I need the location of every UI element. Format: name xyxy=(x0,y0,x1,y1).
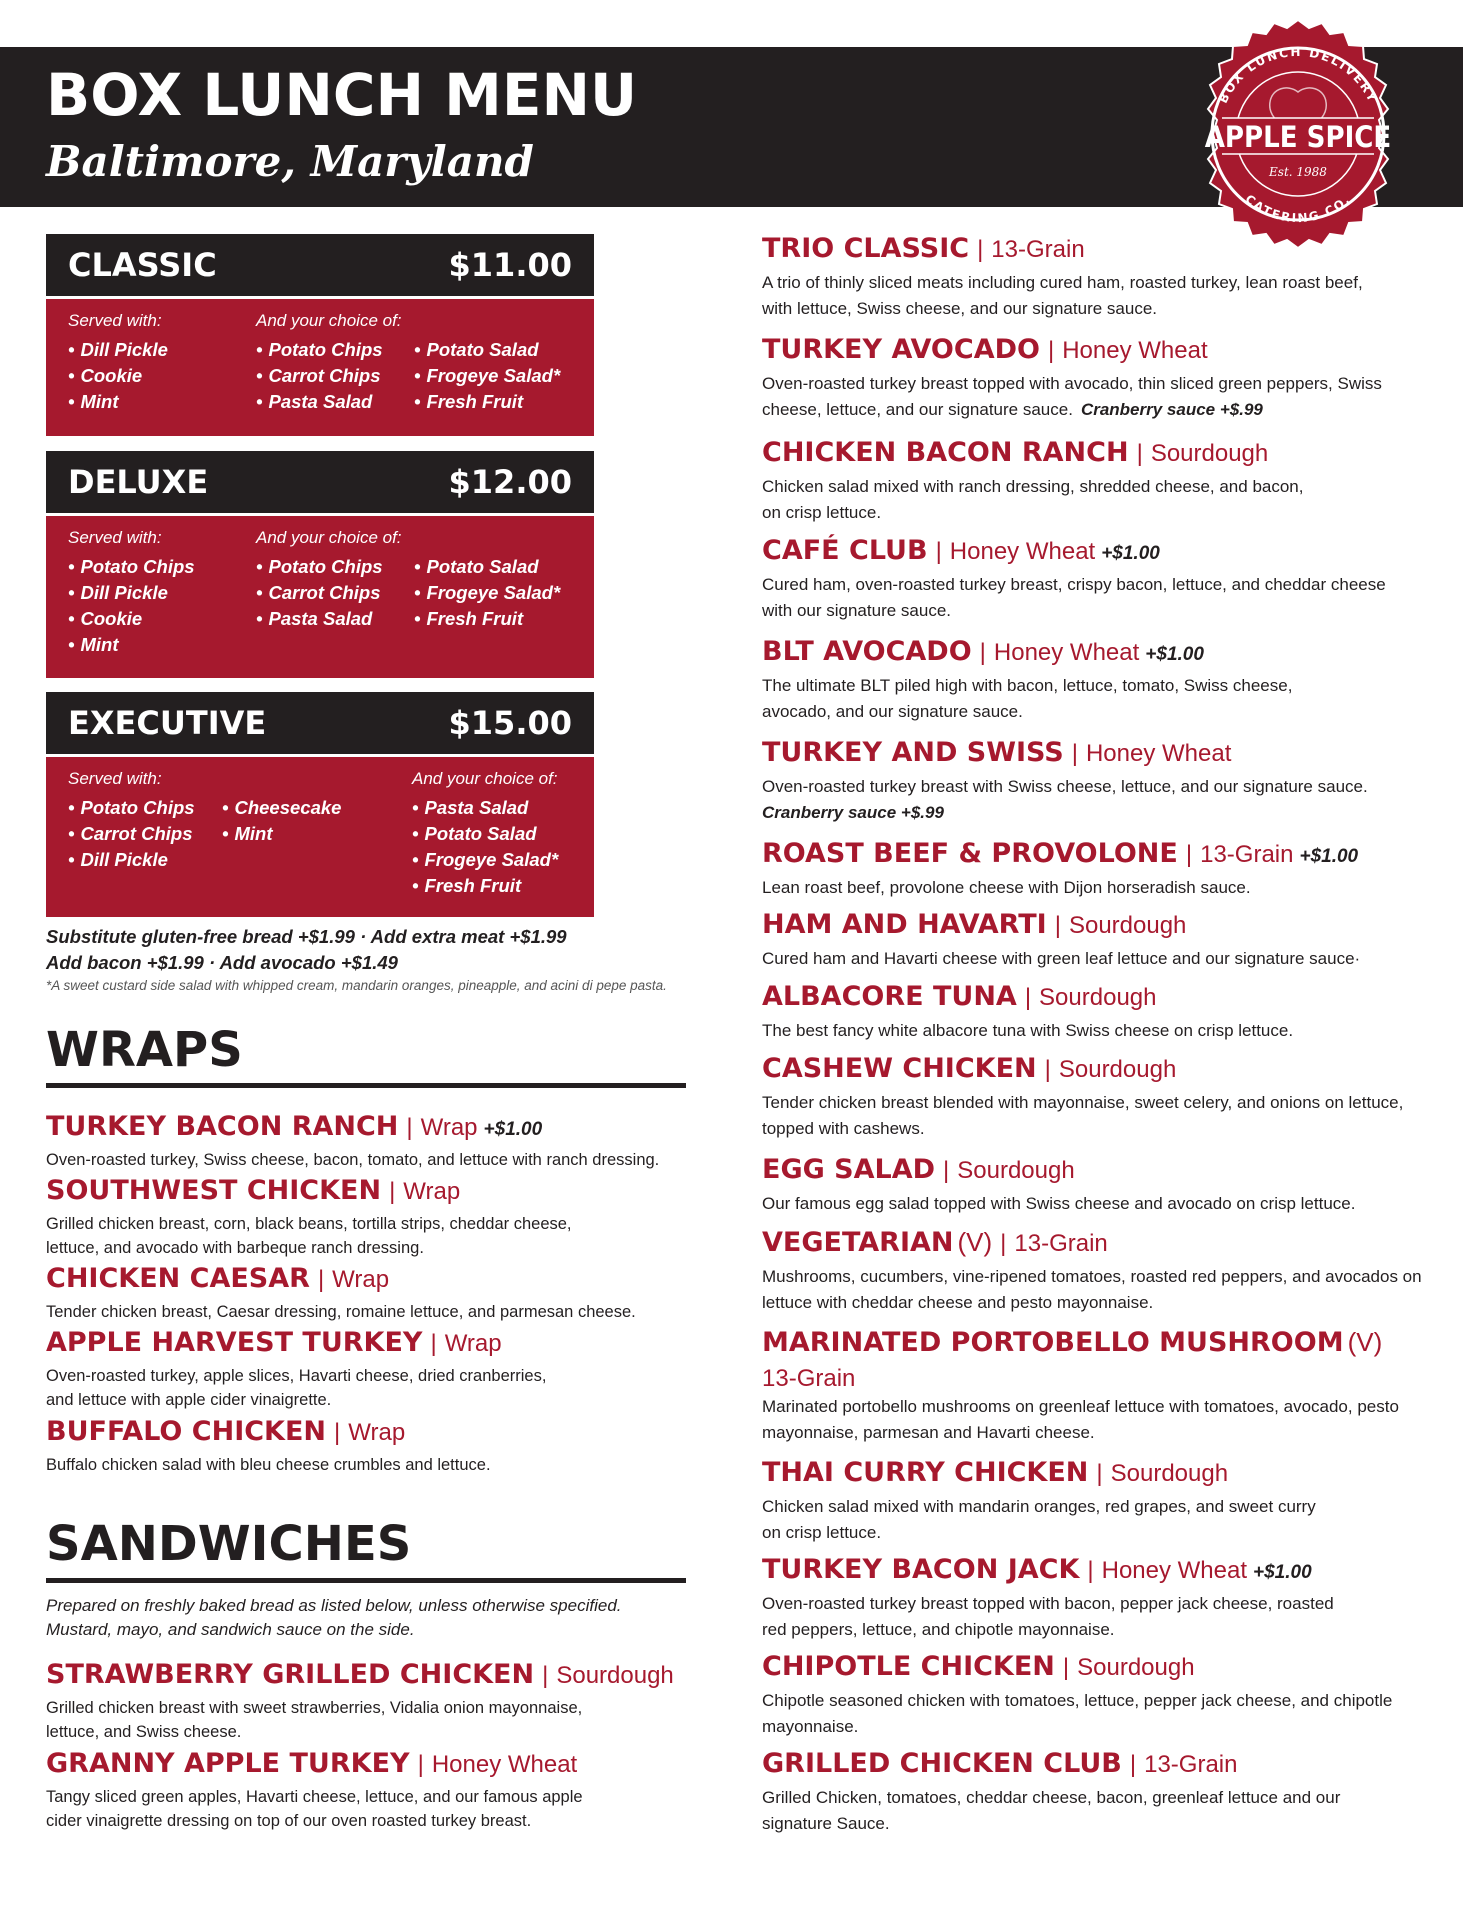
upcharge-line: Add bacon +$1.99 · Add avocado +$1.49 xyxy=(46,952,398,973)
package-price: $15.00 xyxy=(448,704,572,742)
item-description: Oven-roasted turkey, apple slices, Havarti cheese, dried cranberries, xyxy=(46,1367,547,1385)
item-description: Grilled Chicken, tomatoes, cheddar cheese, bacon, greenleaf lettuce and our xyxy=(762,1788,1341,1807)
item-bread: 13-Grain xyxy=(762,1365,856,1392)
item-description: Cured ham and Havarti cheese with green leaf lettuce and our signature sauce· xyxy=(762,949,1361,968)
list-item: • Dill Pickle xyxy=(68,337,168,363)
list-item: • Carrot Chips xyxy=(256,580,383,606)
item-description: lettuce, and avocado with barbeque ranch dressing. xyxy=(46,1239,424,1257)
page-title: BOX LUNCH MENU xyxy=(46,61,638,129)
item-name: TRIO CLASSIC xyxy=(762,233,970,264)
item-name: BLT AVOCADO xyxy=(762,636,972,667)
list-item: • Potato Chips xyxy=(256,554,383,580)
item-upcharge: +$1.00 xyxy=(1145,644,1204,665)
item-bread: Honey Wheat xyxy=(1062,337,1208,364)
menu-item: APPLE HARVEST TURKEY | Wrap Oven-roasted turkey, apple slices, Havarti cheese, dried cranberries, and lettuce with apple cider vinaigrette. xyxy=(46,1326,546,1412)
list-item: • Dill Pickle xyxy=(68,580,195,606)
item-description: Marinated portobello mushrooms on greenleaf lettuce with tomatoes, avocado, pesto xyxy=(762,1397,1399,1416)
package-classic xyxy=(46,234,594,436)
choice-list xyxy=(256,554,383,632)
page-subtitle: Baltimore, Maryland xyxy=(46,137,534,186)
item-bread: Honey Wheat xyxy=(993,639,1140,666)
item-description: mayonnaise. xyxy=(762,1717,859,1736)
package-name: EXECUTIVE xyxy=(68,704,267,742)
note-line: Mustard, mayo, and sandwich sauce on the side. xyxy=(46,1620,415,1639)
item-description: Lean roast beef, provolone cheese with Dijon horseradish sauce. xyxy=(762,878,1251,897)
served-list xyxy=(68,337,168,415)
item-description: mayonnaise, parmesan and Havarti cheese. xyxy=(762,1423,1095,1442)
item-name: MARINATED PORTOBELLO MUSHROOM xyxy=(762,1327,1344,1358)
item-description: Mushrooms, cucumbers, vine-ripened tomatoes, roasted red peppers, and avocados on xyxy=(762,1267,1422,1286)
item-name: ROAST BEEF & PROVOLONE xyxy=(762,838,1178,869)
menu-item: CASHEW CHICKEN | Sourdough Tender chicken breast blended with mayonnaise, sweet celery, and onions on lettuce, topped with cashews. xyxy=(762,1052,1403,1142)
item-description: Chicken salad mixed with ranch dressing, shredded cheese, and bacon, xyxy=(762,477,1304,496)
item-description: Grilled chicken breast, corn, black beans, tortilla strips, cheddar cheese, xyxy=(46,1215,572,1233)
item-upcharge: +$1.00 xyxy=(1253,1562,1312,1583)
menu-item: BUFFALO CHICKEN | Wrap Buffalo chicken salad with bleu cheese crumbles and lettuce. xyxy=(46,1415,491,1477)
item-description: Buffalo chicken salad with bleu cheese crumbles and lettuce. xyxy=(46,1456,491,1474)
item-name: TURKEY AVOCADO xyxy=(762,334,1040,365)
item-bread: Honey Wheat xyxy=(1085,740,1232,767)
list-item: • Mint xyxy=(68,389,168,415)
item-name: CHICKEN BACON RANCH xyxy=(762,437,1129,468)
choice-label: And your choice of: xyxy=(256,528,402,547)
item-bread: 13-Grain xyxy=(1144,1751,1238,1778)
item-bread: 13-Grain xyxy=(1014,1230,1108,1257)
item-description: Oven-roasted turkey, Swiss cheese, bacon, tomato, and lettuce with ranch dressing. xyxy=(46,1151,660,1169)
item-description: lettuce with cheddar cheese and pesto mayonnaise. xyxy=(762,1293,1154,1312)
item-bread: Wrap xyxy=(444,1330,502,1357)
item-description: Chipotle seasoned chicken with tomatoes, lettuce, pepper jack cheese, and chipotle xyxy=(762,1691,1393,1710)
item-bread: Honey Wheat xyxy=(431,1751,578,1778)
menu-item: GRANNY APPLE TURKEY | Honey Wheat Tangy sliced green apples, Havarti cheese, lettuce, and our famous apple cider vinaigrette dressing on top of our oven roasted turkey breast. xyxy=(46,1747,583,1833)
item-description: red peppers, lettuce, and chipotle mayonnaise. xyxy=(762,1620,1115,1639)
menu-item: TURKEY AND SWISS | Honey Wheat Oven-roasted turkey breast with Swiss cheese, lettuce, and our signature sauce. Cranberry sauce +$.99 xyxy=(762,736,1368,826)
item-description: signature Sauce. xyxy=(762,1814,890,1833)
item-description: and lettuce with apple cider vinaigrette. xyxy=(46,1391,332,1409)
item-name: CHICKEN CAESAR xyxy=(46,1263,310,1294)
item-name: GRILLED CHICKEN CLUB xyxy=(762,1748,1122,1779)
menu-item: HAM AND HAVARTI | Sourdough Cured ham and Havarti cheese with green leaf lettuce and our signature sauce· xyxy=(762,908,1360,972)
list-item: • Fresh Fruit xyxy=(414,606,560,632)
choice-label: And your choice of: xyxy=(256,311,402,330)
apple-spice-logo xyxy=(1178,14,1418,254)
item-description: Oven-roasted turkey breast with Swiss cheese, lettuce, and our signature sauce. xyxy=(762,777,1368,796)
list-item: • Potato Salad xyxy=(414,337,560,363)
item-description: with our signature sauce. xyxy=(762,601,951,620)
item-bread: Wrap xyxy=(420,1114,478,1141)
choice-list xyxy=(256,337,383,415)
item-description: Chicken salad mixed with mandarin oranges, red grapes, and sweet curry xyxy=(762,1497,1316,1516)
sandwiches-note xyxy=(46,1594,622,1642)
item-description: Cured ham, oven-roasted turkey breast, crispy bacon, lettuce, and cheddar cheese xyxy=(762,575,1386,594)
list-item: • Potato Salad xyxy=(414,554,560,580)
item-description: Our famous egg salad topped with Swiss cheese and avocado on crisp lettuce. xyxy=(762,1194,1356,1213)
item-description: Tangy sliced green apples, Havarti cheese, lettuce, and our famous apple xyxy=(46,1788,583,1806)
item-description: Grilled chicken breast with sweet strawberries, Vidalia onion mayonnaise, xyxy=(46,1699,583,1717)
menu-item: TURKEY BACON JACK | Honey Wheat +$1.00 Oven-roasted turkey breast topped with bacon, pepper jack cheese, roasted red peppers, lettuce, and chipotle mayonnaise. xyxy=(762,1553,1334,1643)
menu-item: BLT AVOCADO | Honey Wheat +$1.00 The ultimate BLT piled high with bacon, lettuce, tomato, Swiss cheese, avocado, and our signature sauce. xyxy=(762,635,1292,725)
package-executive xyxy=(46,692,594,917)
list-item: • Cookie xyxy=(68,363,168,389)
menu-item: CHICKEN BACON RANCH | Sourdough Chicken salad mixed with ranch dressing, shredded cheese, and bacon, on crisp lettuce. xyxy=(762,436,1304,526)
sandwiches-title: SANDWICHES xyxy=(46,1516,412,1572)
item-description: Tender chicken breast blended with mayonnaise, sweet celery, and onions on lettuce, xyxy=(762,1093,1404,1112)
list-item: • Pasta Salad xyxy=(256,606,383,632)
vegetarian-icon: (V) xyxy=(1347,1327,1383,1357)
item-description: cheese, lettuce, and our signature sauce. xyxy=(762,400,1073,419)
note-line: Prepared on freshly baked bread as listed below, unless otherwise specified. xyxy=(46,1596,622,1615)
list-item: • Pasta Salad xyxy=(256,389,383,415)
menu-item: CAFÉ CLUB | Honey Wheat +$1.00 Cured ham, oven-roasted turkey breast, crispy bacon, lettuce, and cheddar cheese with our signature sauce. xyxy=(762,534,1386,624)
item-description: A trio of thinly sliced meats including cured ham, roasted turkey, lean roast beef, xyxy=(762,273,1363,292)
logo-est: Est. 1988 xyxy=(1269,165,1327,179)
served-label: Served with: xyxy=(68,528,162,547)
menu-item: TRIO CLASSIC | 13-Grain A trio of thinly sliced meats including cured ham, roasted turkey, lean roast beef, with lettuce, Swiss cheese, and our signature sauce. xyxy=(762,232,1363,322)
menu-item: VEGETARIAN (V) | 13-Grain Mushrooms, cucumbers, vine-ripened tomatoes, roasted red peppers, and avocados on lettuce with cheddar cheese and pesto mayonnaise. xyxy=(762,1225,1422,1316)
choice-list xyxy=(414,554,560,632)
list-item: • Fresh Fruit xyxy=(414,389,560,415)
logo-name: APPLE SPICE xyxy=(1204,120,1392,154)
item-description: The best fancy white albacore tuna with Swiss cheese on crisp lettuce. xyxy=(762,1021,1294,1040)
item-bread: 13-Grain xyxy=(991,236,1085,263)
item-bread: Sourdough xyxy=(1039,984,1157,1011)
section-divider xyxy=(46,1578,686,1583)
item-upcharge: +$1.00 xyxy=(483,1119,543,1140)
choice-list xyxy=(414,337,560,415)
item-name: CASHEW CHICKEN xyxy=(762,1053,1037,1084)
list-item: • Mint xyxy=(68,632,195,658)
item-name: TURKEY BACON RANCH xyxy=(46,1111,399,1142)
item-bread: Sourdough xyxy=(957,1157,1075,1184)
list-item: • Potato Chips xyxy=(256,337,383,363)
item-description: avocado, and our signature sauce. xyxy=(762,702,1023,721)
wraps-title: WRAPS xyxy=(46,1022,243,1078)
menu-item: TURKEY AVOCADO | Honey Wheat Oven-roasted turkey breast topped with avocado, thin sliced green peppers, Swiss cheese, lettuce, and our signature sauce. Cranberry sauce +$.99 xyxy=(762,334,1382,419)
list-item: • Frogeye Salad* xyxy=(414,363,560,389)
menu-item: THAI CURRY CHICKEN | Sourdough Chicken salad mixed with mandarin oranges, red grapes, and sweet curry on crisp lettuce. xyxy=(762,1456,1316,1546)
choice-label: And your choice of: xyxy=(412,769,558,788)
item-description: Oven-roasted turkey breast topped with bacon, pepper jack cheese, roasted xyxy=(762,1594,1334,1613)
section-divider xyxy=(46,1083,686,1088)
package-price: $12.00 xyxy=(448,463,572,501)
list-item: • Potato Chips xyxy=(68,795,195,821)
item-name: EGG SALAD xyxy=(762,1154,936,1185)
item-bread: Sourdough xyxy=(1058,1056,1177,1083)
package-price: $11.00 xyxy=(448,246,572,284)
item-description: Oven-roasted turkey breast topped with avocado, thin sliced green peppers, Swiss xyxy=(762,374,1382,393)
item-description: The ultimate BLT piled high with bacon, lettuce, tomato, Swiss cheese, xyxy=(762,676,1293,695)
served-list xyxy=(68,795,195,873)
logo-arc-bottom: CATERING CO. xyxy=(1242,191,1354,226)
item-name: THAI CURRY CHICKEN xyxy=(762,1457,1089,1488)
item-bread: Wrap xyxy=(348,1419,406,1446)
item-description: with lettuce, Swiss cheese, and our signature sauce. xyxy=(762,299,1157,318)
item-name: SOUTHWEST CHICKEN xyxy=(46,1175,382,1206)
menu-item: ROAST BEEF & PROVOLONE | 13-Grain +$1.00 Lean roast beef, provolone cheese with Dijon horseradish sauce. xyxy=(762,837,1358,901)
menu-item xyxy=(762,1325,1399,1446)
item-upcharge: +$1.00 xyxy=(1299,846,1359,867)
served-label: Served with: xyxy=(68,311,162,330)
item-bread: Sourdough xyxy=(1077,1654,1195,1681)
item-upcharge: Cranberry sauce +$.99 xyxy=(1080,400,1263,419)
vegetarian-icon: (V) xyxy=(957,1227,993,1257)
menu-item: SOUTHWEST CHICKEN | Wrap Grilled chicken breast, corn, black beans, tortilla strips, cheddar cheese, lettuce, and avocado with barbeque ranch dressing. xyxy=(46,1174,572,1260)
item-bread: Sourdough xyxy=(1110,1460,1229,1487)
logo-arc-top: BOX LUNCH DELIVERY xyxy=(1215,44,1381,106)
menu-item: TURKEY BACON RANCH | Wrap +$1.00 Oven-roasted turkey, Swiss cheese, bacon, tomato, and lettuce with ranch dressing. xyxy=(46,1110,659,1172)
menu-item: GRILLED CHICKEN CLUB | 13-Grain Grilled Chicken, tomatoes, cheddar cheese, bacon, greenleaf lettuce and our signature Sauce. xyxy=(762,1747,1340,1837)
item-name: ALBACORE TUNA xyxy=(762,981,1017,1012)
upcharge-line: Substitute gluten-free bread +$1.99 · Add extra meat +$1.99 xyxy=(46,926,567,947)
item-bread: 13-Grain xyxy=(1200,841,1294,868)
item-name: STRAWBERRY GRILLED CHICKEN xyxy=(46,1659,535,1690)
list-item: • Mint xyxy=(222,821,341,847)
item-bread: Honey Wheat xyxy=(1101,1557,1248,1584)
list-item: • Potato Salad xyxy=(412,821,558,847)
item-bread: Sourdough xyxy=(556,1662,674,1689)
item-name: VEGETARIAN xyxy=(762,1227,954,1258)
item-bread: Sourdough xyxy=(1150,440,1269,467)
menu-item: STRAWBERRY GRILLED CHICKEN | Sourdough Grilled chicken breast with sweet strawberries, Vidalia onion mayonnaise, lettuce, and Swiss cheese. xyxy=(46,1658,674,1744)
item-description: on crisp lettuce. xyxy=(762,503,882,522)
list-item: • Cookie xyxy=(68,606,195,632)
served-list xyxy=(222,795,341,847)
package-deluxe xyxy=(46,451,594,678)
package-name: CLASSIC xyxy=(68,246,217,284)
item-bread: Honey Wheat xyxy=(949,538,1096,565)
list-item: • Dill Pickle xyxy=(68,847,195,873)
list-item: • Potato Chips xyxy=(68,554,195,580)
item-name: TURKEY BACON JACK xyxy=(762,1554,1080,1585)
item-description: on crisp lettuce. xyxy=(762,1523,882,1542)
item-description: topped with cashews. xyxy=(762,1119,925,1138)
item-description: Tender chicken breast, Caesar dressing, romaine lettuce, and parmesan cheese. xyxy=(46,1303,636,1321)
item-name: GRANNY APPLE TURKEY xyxy=(46,1748,410,1779)
item-bread: Sourdough xyxy=(1068,912,1187,939)
served-label: Served with: xyxy=(68,769,162,788)
list-item: • Fresh Fruit xyxy=(412,873,558,899)
item-name: TURKEY AND SWISS xyxy=(762,737,1064,768)
menu-item: EGG SALAD | Sourdough Our famous egg salad topped with Swiss cheese and avocado on crisp lettuce. xyxy=(762,1153,1355,1217)
served-list xyxy=(68,554,195,658)
item-name: CAFÉ CLUB xyxy=(762,535,928,566)
item-name: BUFFALO CHICKEN xyxy=(46,1416,327,1447)
list-item: • Frogeye Salad* xyxy=(414,580,560,606)
item-name: CHIPOTLE CHICKEN xyxy=(762,1651,1055,1682)
list-item: • Carrot Chips xyxy=(256,363,383,389)
item-description: lettuce, and Swiss cheese. xyxy=(46,1723,242,1741)
footnote: *A sweet custard side salad with whipped cream, mandarin oranges, pineapple, and acini di pepe pasta. xyxy=(46,978,667,993)
menu-item: ALBACORE TUNA | Sourdough The best fancy white albacore tuna with Swiss cheese on crisp lettuce. xyxy=(762,980,1293,1044)
list-item: • Pasta Salad xyxy=(412,795,558,821)
choice-list xyxy=(412,795,558,899)
item-description: cider vinaigrette dressing on top of our oven roasted turkey breast. xyxy=(46,1812,532,1830)
menu-item: CHIPOTLE CHICKEN | Sourdough Chipotle seasoned chicken with tomatoes, lettuce, pepper jack cheese, and chipotle mayonnaise. xyxy=(762,1650,1392,1740)
item-name: HAM AND HAVARTI xyxy=(762,909,1047,940)
item-upcharge: +$1.00 xyxy=(1101,543,1160,564)
item-name: APPLE HARVEST TURKEY xyxy=(46,1327,423,1358)
item-bread: Wrap xyxy=(332,1266,390,1293)
list-item: • Carrot Chips xyxy=(68,821,195,847)
upcharge-notes xyxy=(46,924,726,993)
item-bread: Wrap xyxy=(403,1178,461,1205)
package-name: DELUXE xyxy=(68,463,209,501)
item-upcharge: Cranberry sauce +$.99 xyxy=(762,803,944,822)
list-item: • Cheesecake xyxy=(222,795,341,821)
list-item: • Frogeye Salad* xyxy=(412,847,558,873)
menu-item: CHICKEN CAESAR | Wrap Tender chicken breast, Caesar dressing, romaine lettuce, and parmesan cheese. xyxy=(46,1262,636,1324)
